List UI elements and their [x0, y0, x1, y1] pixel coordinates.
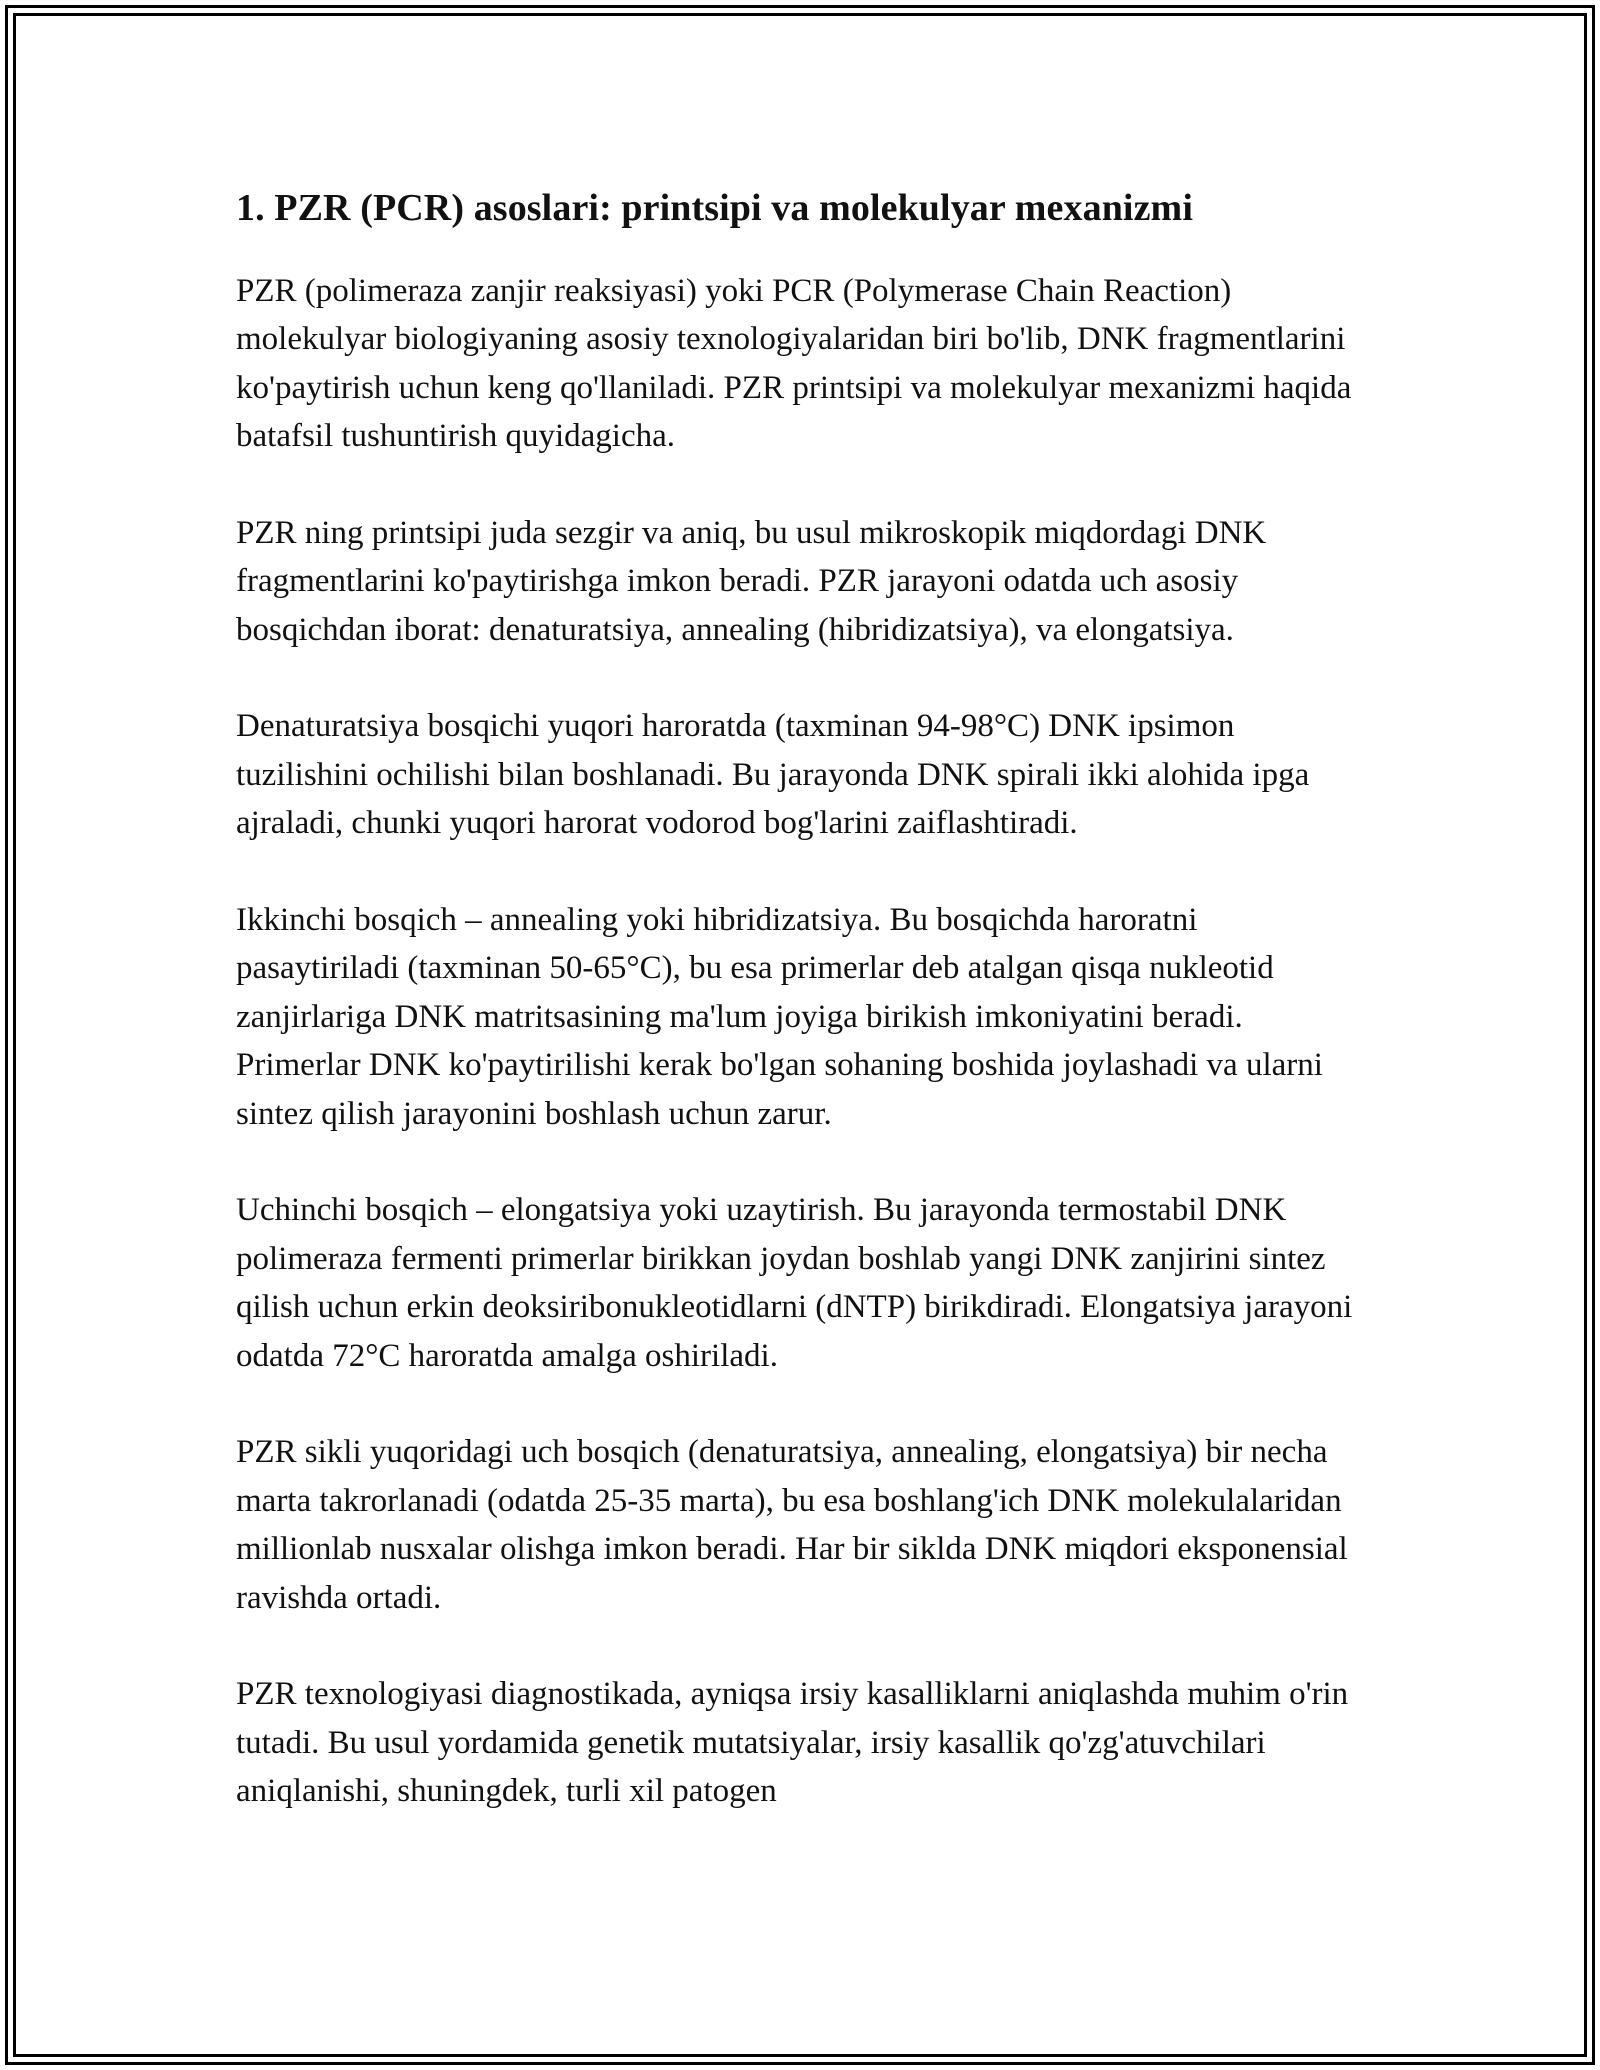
paragraph-diagnostics: PZR texnologiyasi diagnostikada, ayniqsa irsiy kasalliklarni aniqlashda muhim o'rin tutadi. Bu usul yordamida genetik mutatsiyalar, irsiy kasallik qo'zg'atuvchilari aniqlanishi, shuningdek, turli xil patogen	[236, 1676, 1349, 1810]
paragraph-denaturation: Denaturatsiya bosqichi yuqori haroratda (taxminan 94-98°C) DNK ipsimon tuzilishini ochilishi bilan boshlanadi. Bu jarayonda DNK spirali ikki alohida ipga ajraladi, chunki yuqori harorat vodorod bog'larini zaiflashtiradi.	[236, 708, 1310, 842]
page-title: 1. PZR (PCR) asoslari: printsipi va molekulyar mexanizmi	[236, 187, 1193, 229]
paragraph-principle: PZR ning printsipi juda sezgir va aniq, bu usul mikroskopik miqdordagi DNK fragmentlarini ko'paytirishga imkon beradi. PZR jarayoni odatda uch asosiy bosqichdan iborat: denaturatsiya, annealing (hibridizatsiya), va elongatsiya.	[236, 514, 1267, 648]
paragraph-intro: PZR (polimeraza zanjir reaksiyasi) yoki PCR (Polymerase Chain Reaction) molekulyar biologiyaning asosiy texnologiyalaridan biri bo'lib, DNK fragmentlarini ko'paytirish uchun keng qo'llaniladi. PZR printsipi va molekulyar mexanizmi haqida batafsil tushuntirish quyidagicha.	[236, 272, 1352, 455]
paragraph-annealing: Ikkinchi bosqich – annealing yoki hibridizatsiya. Bu bosqichda haroratni pasaytiriladi (taxminan 50-65°C), bu esa primerlar deb atalgan qisqa nukleotid zanjirlariga DNK matritsasining ma'lum joyiga birikish imkoniyatini beradi. Primerlar DNK ko'paytirilishi kerak bo'lgan sohaning boshida joylashadi va ularni sintez qilish jarayonini boshlash uchun zarur.	[236, 901, 1323, 1132]
document-body	[236, 186, 1366, 1864]
paragraph-cycle: PZR sikli yuqoridagi uch bosqich (denaturatsiya, annealing, elongatsiya) bir necha marta takrorlanadi (odatda 25-35 marta), bu esa boshlang'ich DNK molekulalaridan millionlab nusxalar olishga imkon beradi. Har bir siklda DNK miqdori eksponensial ravishda ortadi.	[236, 1434, 1348, 1616]
paragraph-elongation: Uchinchi bosqich – elongatsiya yoki uzaytirish. Bu jarayonda termostabil DNK polimeraza fermenti primerlar birikkan joydan boshlab yangi DNK zanjirini sintez qilish uchun erkin deoksiribonukleotidlarni (dNTP) birikdiradi. Elongatsiya jarayoni odatda 72°C haroratda amalga oshiriladi.	[236, 1192, 1353, 1374]
